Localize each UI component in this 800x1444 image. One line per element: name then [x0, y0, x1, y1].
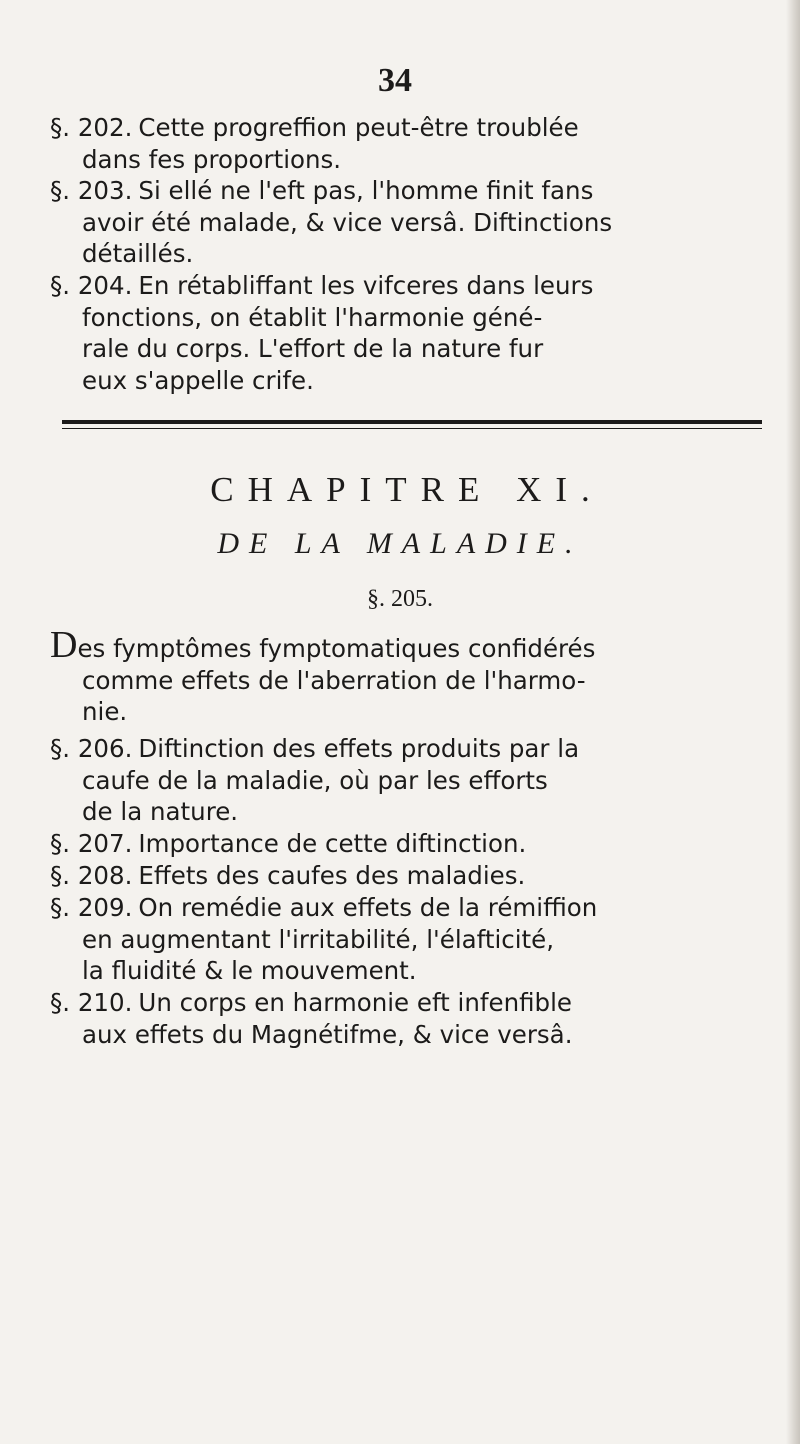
paragraph-line: Si ellé ne l'eft pas, l'homme finit fans	[138, 176, 594, 205]
paragraph-206	[50, 733, 765, 828]
paragraph-line: eux s'appelle crife.	[82, 365, 314, 395]
section-number: §. 207.	[50, 829, 133, 858]
section-number: §. 203.	[50, 176, 133, 205]
paragraph-line: en augmentant l'irritabilité, l'élafticité,	[82, 924, 554, 954]
paragraph-line: de la nature.	[82, 797, 239, 826]
paragraph-line: Effets des caufes des maladies.	[138, 861, 526, 890]
paragraph-line: Diftinction des effets produits par la	[138, 734, 580, 763]
paragraph-line: avoir été malade, & vice versâ. Diftinctions	[82, 207, 613, 237]
paragraph-line: caufe de la maladie, où par les efforts	[82, 765, 548, 795]
paragraph-line: détaillés.	[82, 239, 194, 268]
paragraph-line: Importance de cette diftinction.	[138, 829, 527, 858]
paragraph-line: comme effets de l'aberration de l'harmo-	[82, 665, 586, 695]
paragraph-209	[50, 892, 765, 987]
paragraph-line: aux effets du Magnétifme, & vice versâ.	[82, 1019, 573, 1049]
drop-cap: D	[50, 624, 78, 666]
chapter-rule-thick	[62, 420, 762, 424]
section-number: §. 202.	[50, 113, 133, 142]
page-edge-shadow	[786, 0, 800, 1444]
paragraph-207	[50, 828, 765, 860]
paragraph-203	[50, 175, 765, 270]
paragraph-line: On remédie aux effets de la rémiffion	[138, 893, 598, 922]
paragraph-line: la fluidité & le mouvement.	[82, 956, 417, 985]
section-number: §. 208.	[50, 861, 133, 890]
paragraph-205	[50, 624, 765, 728]
paragraph-210	[50, 987, 765, 1050]
paragraph-204	[50, 270, 765, 396]
paragraph-line: rale du corps. L'effort de la nature fur	[82, 334, 544, 363]
section-number: §. 206.	[50, 734, 133, 763]
paragraph-line: Un corps en harmonie eft infenfible	[138, 988, 572, 1017]
chapter-title: CHAPITRE XI.	[210, 470, 604, 509]
chapter-subtitle: DE LA MALADIE.	[217, 527, 583, 560]
section-number: §. 209.	[50, 893, 133, 922]
chapter-rule-thin	[62, 428, 762, 429]
page-number: 34	[378, 62, 412, 99]
chapter-section-number: §. 205.	[367, 586, 433, 612]
paragraph-line: Cette progreffion peut-être troublée	[138, 113, 579, 142]
paragraph-202	[50, 112, 765, 175]
paragraph-line: fonctions, on établit l'harmonie géné-	[82, 302, 543, 332]
paragraph-line: dans fes proportions.	[82, 144, 342, 174]
section-number: §. 210.	[50, 988, 133, 1017]
paragraph-line: nie.	[82, 697, 128, 726]
paragraph-line: En rétabliffant les vifceres dans leurs	[138, 271, 594, 300]
paragraph-208	[50, 860, 765, 892]
paragraph-line: es fymptômes fymptomatiques confidérés	[77, 634, 596, 663]
section-number: §. 204.	[50, 271, 133, 300]
